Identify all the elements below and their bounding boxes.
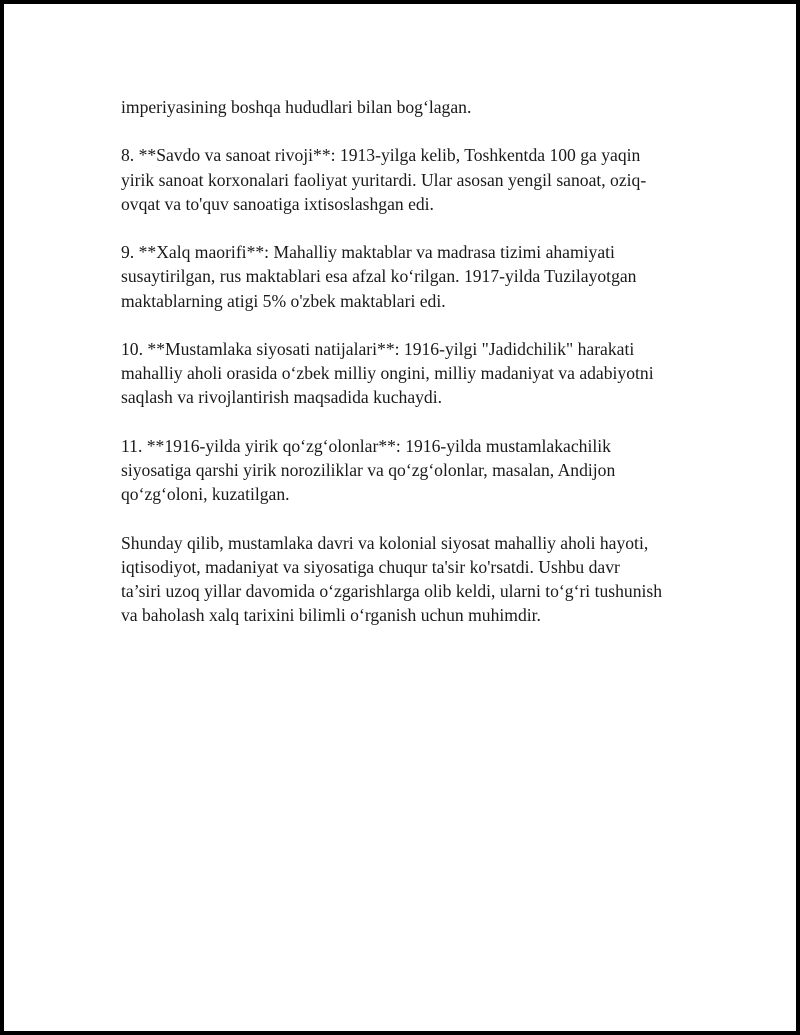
document-body [121,95,701,652]
paragraph-public-education: 9. **Xalq maorifi**: Mahalliy maktablar va madrasa tizimi ahamiyati susaytirilgan, rus maktablari esa afzal ko‘rilgan. 1917-yilda Tuzilayotgan maktablarning atigi 5% o'zbek maktablari edi. [121,242,637,311]
paragraph-colonial-policy-results: 10. **Mustamlaka siyosati natijalari**: 1916-yilgi "Jadidchilik" harakati mahalliy aholi orasida o‘zbek milliy ongini, milliy madaniyat va adabiyotni saqlash va rivojlantirish maqsadida kuchaydi. [121,338,654,408]
paragraph-1916-uprisings: 11. **1916-yilda yirik qo‘zg‘olonlar**: 1916-yilda mustamlakachilik siyosatiga qarshi yirik noroziliklar va qo‘zg‘olonlar, masalan, Andijon qo‘zg‘oloni, kuzatilgan. [121,435,616,505]
paragraph-continuation: imperiyasining boshqa hududlari bilan bog‘lagan. [121,97,472,117]
paragraph-trade-industry: 8. **Savdo va sanoat rivoji**: 1913-yilga kelib, Toshkentda 100 ga yaqin yirik sanoat korxonalari faoliyat yuritardi. Ular asosan yengil sanoat, oziq- ovqat va to'quv sanoatiga ixtisoslashgan edi. [121,145,647,214]
paragraph-conclusion: Shunday qilib, mustamlaka davri va kolonial siyosat mahalliy aholi hayoti, iqtisodiyot, madaniyat va siyosatiga chuqur ta'sir ko'rsatdi. Ushbu davr ta’siri uzoq yillar davomida o‘zgarishlarga olib keldi, ularni to‘g‘ri tushunish va baholash xalq tarixini bilimli o‘rganish uchun muhimdir. [121,532,663,626]
